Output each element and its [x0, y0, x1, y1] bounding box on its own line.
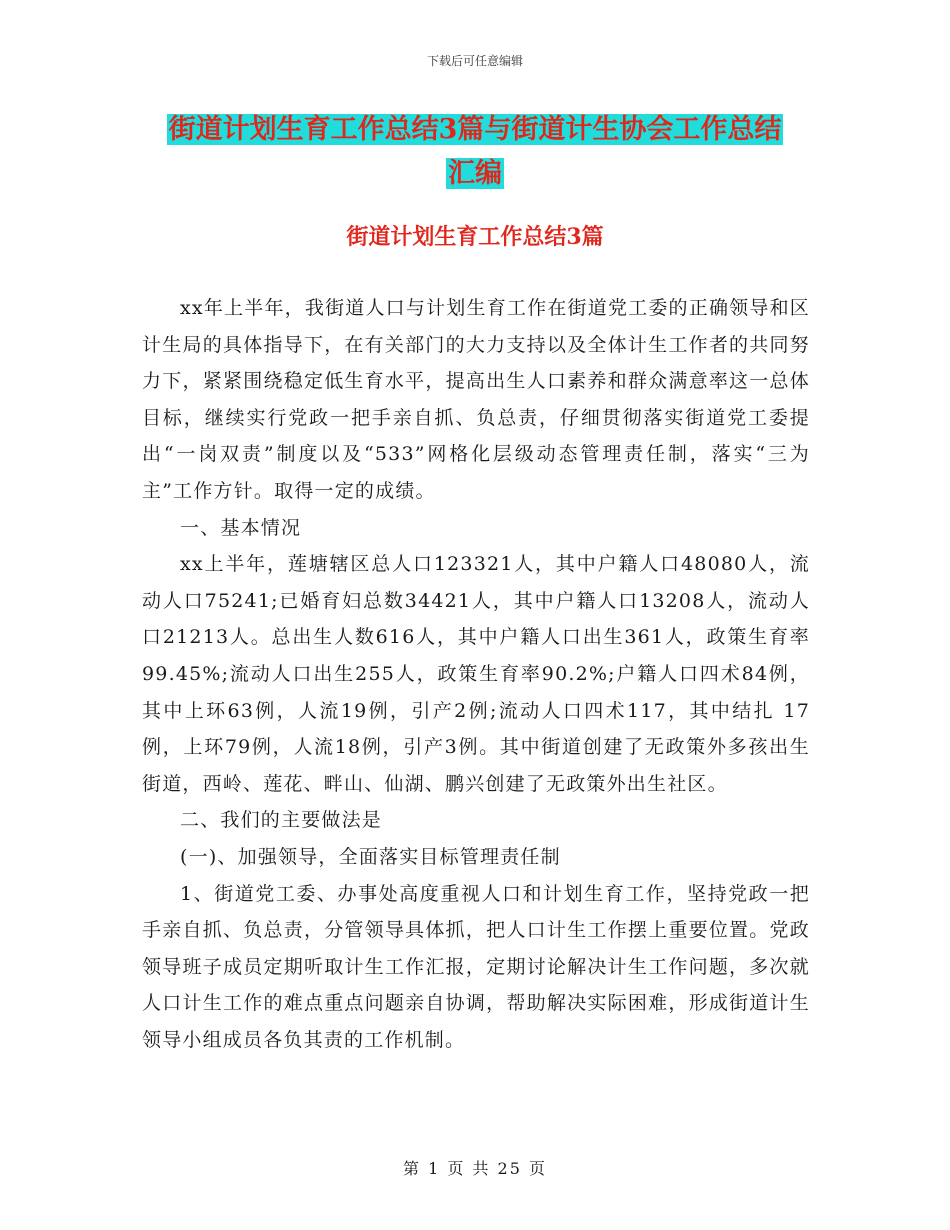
paragraph-intro: xx年上半年，我街道人口与计划生育工作在街道党工委的正确领导和区计生局的具体指导下，在有关部门的大力支持以及全体计生工作者的共同努力下，紧紧围绕稳定低生育水平，提高出生人口素养和群众满意率这一总体目标，继续实行党政一把手亲自抓、负总责，仔细贯彻落实街道党工委提出“一岗双责”制度以及“533”网格化层级动态管理责任制，落实“三为主”工作方针。取得一定的成绩。 — [142, 297, 810, 502]
page-footer: 第 1 页 共 25 页 — [403, 1159, 547, 1178]
document-title-line-2: 汇编 — [448, 158, 502, 189]
paragraph-statistics: xx上半年，莲塘辖区总人口123321人，其中户籍人口48080人，流动人口75241;已婚育妇总数34421人，其中户籍人口13208人，流动人口21213人。总出生人数616人，其中户籍人口出生361人，政策生育率 99.45%;流动人口出生255人，政策生育率90.2%;户籍人口四术84例，其中上环63例，人流19例，引产2例;流动人口四术117，其中结扎 17例，上环79例，人流18例，引产3例。其中街道创建了无政策外多孩出生街道，西岭、莲花、畔山、仙湖、鹏兴创建了无政策外出生社区。 — [142, 553, 810, 795]
section-title: 街道计划生育工作总结3篇 — [346, 224, 604, 250]
heading-main-practices: 二、我们的主要做法是 — [180, 809, 383, 832]
paragraph-leadership: 1、街道党工委、办事处高度重视人口和计划生育工作，坚持党政一把手亲自抓、负总责，分管领导具体抓，把人口计生工作摆上重要位置。党政领导班子成员定期听取计生工作汇报，定期讨论解决计生工作问题，多次就人口计生工作的难点重点问题亲自协调，帮助解决实际困难，形成街道计生领导小组成员各负其责的工作机制。 — [142, 882, 810, 1051]
body-text — [142, 290, 810, 1058]
heading-basic-situation: 一、基本情况 — [180, 516, 302, 539]
document-title — [150, 108, 800, 196]
document-title-line-1: 街道计划生育工作总结3篇与街道计生协会工作总结 — [168, 114, 782, 145]
subheading-leadership: (一)、加强领导，全面落实目标管理责任制 — [180, 845, 561, 868]
header-note: 下载后可任意编辑 — [426, 54, 523, 68]
